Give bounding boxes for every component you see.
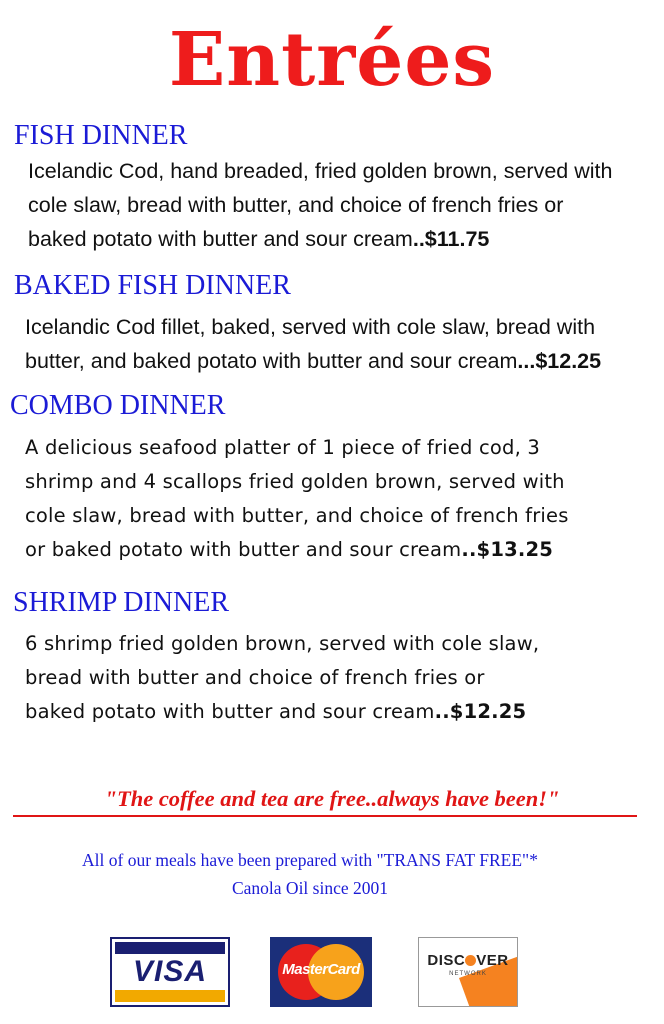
item-description-fish-dinner [28, 154, 612, 256]
item-name-fish-dinner: FISH DINNER [14, 120, 188, 151]
description-line: A delicious seafood platter of 1 piece of fried cod, 3 [25, 436, 541, 459]
slogan-underline [13, 815, 637, 817]
item-description-baked-fish-dinner [25, 310, 601, 378]
item-name-combo-dinner: COMBO DINNER [10, 390, 226, 421]
description-line: baked potato with butter and sour cream..$12.25 [25, 700, 527, 723]
description-line: butter, and baked potato with butter and sour cream...$12.25 [25, 349, 602, 373]
trans-fat-note-line1: All of our meals have been prepared with "TRANS FAT FREE"* [82, 850, 538, 870]
item-price: ..$11.75 [412, 227, 490, 251]
discover-wordmark: DISC VER [427, 952, 509, 969]
visa-top-stripe [115, 942, 225, 954]
visa-bottom-stripe [115, 990, 225, 1002]
item-price: ..$12.25 [434, 700, 527, 723]
item-price: ...$12.25 [517, 349, 602, 373]
item-price: ..$13.25 [461, 538, 554, 561]
description-line: or baked potato with butter and sour cream..$13.25 [25, 538, 554, 561]
item-description-combo-dinner [25, 431, 569, 567]
item-name-shrimp-dinner: SHRIMP DINNER [13, 587, 229, 618]
discover-network-label: NETWORK [449, 971, 487, 977]
trans-fat-note-line2: Canola Oil since 2001 [231, 878, 388, 898]
discover-logo [418, 937, 518, 1007]
discover-dot-icon [465, 955, 476, 966]
description-line: cole slaw, bread with butter, and choice of french fries or [28, 193, 564, 217]
description-line: baked potato with butter and sour cream..$11.75 [28, 227, 490, 251]
page-title: Entrées [168, 17, 496, 103]
description-line: bread with butter and choice of french fries or [25, 666, 485, 689]
item-description-shrimp-dinner [25, 627, 539, 729]
description-line: 6 shrimp fried golden brown, served with cole slaw, [25, 632, 540, 655]
visa-wordmark: VISA [132, 955, 208, 988]
description-line: Icelandic Cod, hand breaded, fried golden brown, served with [28, 159, 613, 183]
visa-card-logo [110, 937, 230, 1007]
mastercard-wordmark: MasterCard [282, 961, 360, 978]
slogan: "The coffee and tea are free..always have been!" [104, 786, 560, 811]
description-line: Icelandic Cod fillet, baked, served with cole slaw, bread with [25, 315, 596, 339]
item-name-baked-fish-dinner: BAKED FISH DINNER [14, 270, 291, 301]
description-line: shrimp and 4 scallops fried golden brown, served with [25, 470, 565, 493]
mastercard-logo [270, 937, 372, 1007]
description-line: cole slaw, bread with butter, and choice of french fries [25, 504, 569, 527]
